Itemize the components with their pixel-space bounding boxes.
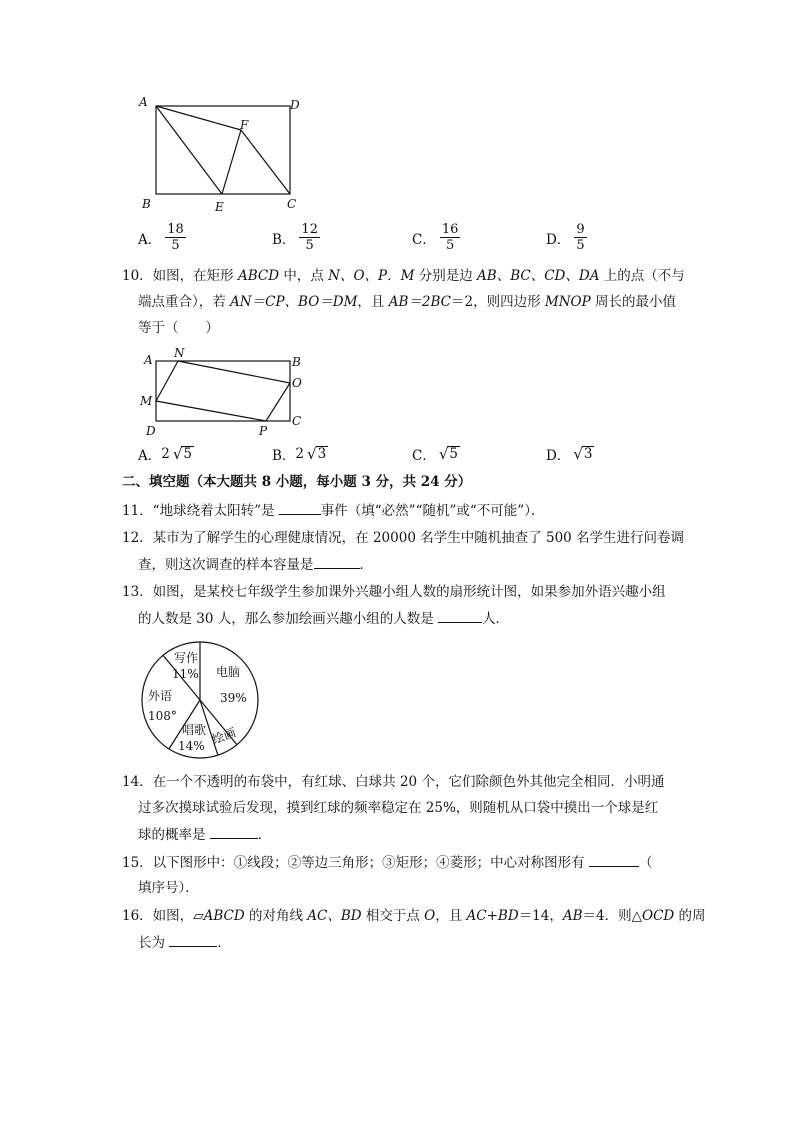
radical-sign: √ [172,445,183,463]
label-d: D [146,424,156,438]
option-letter: B． [272,448,296,464]
fraction [165,222,186,253]
option-letter: D． [546,448,571,464]
numerator: 12 [301,222,318,237]
radicand: 5 [183,446,192,462]
label-p: P [259,424,268,438]
q9-option-c[interactable] [412,222,460,253]
label-m: M [140,394,153,408]
label-b: B [292,355,301,369]
text: 人． [482,611,510,627]
q12-line1: 12．某市为了解学生的心理健康情况，在 20000 名学生中随机抽查了 500 名学生进行问卷调 [122,530,685,546]
q16-line1 [122,906,706,926]
q13-line1: 13．如图，是某校七年级学生参加课外兴趣小组人数的扇形统计图，如果参加外语兴趣小组 [122,584,666,600]
label-c: C [292,414,302,428]
answer-blank[interactable] [210,824,258,839]
math-text: AC、BD [307,908,362,924]
slice-label-xiezuo: 写作 [174,651,199,665]
option-letter: B． [272,231,296,248]
square-root [573,446,594,462]
text: 的对角线 [244,908,308,924]
coefficient: 2 [295,446,305,462]
text: 10．如图，在矩形 [122,268,238,284]
q16-line2 [138,932,231,953]
slice-label-waiyu: 外语 [148,689,173,703]
option-letter: D． [546,231,571,248]
fraction [574,222,586,253]
q10-line2 [138,292,676,312]
radicand: 3 [317,446,327,462]
label-o: O [292,376,302,390]
text: 球的概率是 [138,827,210,843]
figure-rectangle-mnop [130,344,320,439]
label-e: E [215,200,224,214]
q10-line3: 等于（ ） [138,320,219,336]
math-text: ABCD [237,268,280,284]
slice-label-huihua: 绘画 [210,725,238,747]
radicand: 5 [449,446,458,462]
text: ，且 [435,908,467,924]
text: 11．“地球绕着太阳转”是 [122,503,279,519]
section-heading: 二、填空题（本大题共 8 小题，每小题 3 分，共 24 分） [122,474,472,490]
label-c: C [287,197,297,211]
q12-line2 [138,554,373,575]
q14-line3 [138,824,271,845]
text: ． [257,827,272,843]
text: 相交于点 [361,908,425,924]
text: 的人数是 30 人，那么参加绘画兴趣小组的人数是 [138,611,439,627]
radical-sign: √ [307,445,317,463]
slice-value-xiezuo: 11% [172,667,199,681]
coefficient: 2 [161,446,170,462]
rectangle-abcd [156,106,290,194]
label-f: F [240,118,249,132]
answer-blank[interactable] [169,932,217,947]
figure-rectangle-abcd-fold [130,90,320,220]
fraction [440,222,461,253]
answer-blank[interactable] [589,852,639,867]
q13-line2 [138,608,509,629]
label-d: D [290,98,300,112]
square-root [173,446,194,462]
numerator: 18 [167,222,184,237]
numerator: 9 [576,222,585,237]
q9-option-b[interactable] [272,222,320,253]
text: ． [217,935,231,951]
pie-chart [136,638,266,762]
math-text: AB＝2BC [388,294,451,310]
option-letter: C． [412,448,436,464]
option-letter: C． [412,231,436,248]
square-root [439,446,460,462]
slice-value-changge: 14% [178,739,205,753]
radicand: 3 [583,446,593,462]
text: 长为 [138,935,170,951]
text: （ [638,855,653,871]
q9-option-d[interactable] [546,222,587,253]
square-root [307,446,328,462]
label-a: A [144,353,153,367]
radical-sign: √ [438,445,449,463]
math-text: MNOP [544,294,591,310]
numerator: 16 [441,222,459,237]
q10-option-a[interactable] [138,444,194,464]
answer-blank[interactable] [314,554,360,569]
label-b: B [142,197,151,211]
text: 上的点（不与 [599,268,685,284]
text: ＝2，则四边形 [450,294,545,310]
q10-option-c[interactable] [412,444,460,464]
math-text: N、O、P．M [328,268,415,284]
answer-blank[interactable] [438,608,482,623]
slice-label-diannao: 电脑 [216,665,241,679]
math-text: AN＝CP、BO＝DM [230,294,358,310]
denominator: 5 [576,238,585,253]
text: 16．如图， [122,908,194,924]
text: ＝4．则△ [582,908,643,924]
q14-line1: 14．在一个不透明的布袋中，有红球、白球共 20 个，它们除颜色外其他完全相同．小明通 [122,774,665,790]
math-text: O [424,908,436,924]
text: 端点重合），若 [138,294,231,310]
text: 周长的最小值 [590,294,676,310]
option-letter: A． [138,448,162,464]
math-text: ▱ABCD [193,908,245,924]
segment-af [156,106,241,130]
option-letter: A． [138,231,162,248]
slice-value-waiyu: 108° [148,709,177,723]
answer-blank[interactable] [279,500,321,515]
segment-ef [222,130,241,194]
q10-option-d[interactable] [546,444,594,464]
text: ． [359,557,373,573]
q11-line1 [122,500,544,521]
q15-line1 [122,852,652,873]
radical-sign: √ [573,445,583,463]
denominator: 5 [305,238,314,253]
segment-fc [241,130,290,194]
math-text: AB [562,908,583,924]
slice-label-changge: 唱歌 [182,723,207,737]
label-a: A [139,95,148,109]
q15-line2: 填序号）． [138,880,199,896]
math-text: AC+BD [466,908,519,924]
text: 的周 [674,908,706,924]
q14-line2: 过多次摸球试验后发现，摸到红球的频率稳定在 25%，则随机从口袋中摸出一个球是红 [138,800,659,816]
segment-ae [156,106,222,194]
text: ＝14， [518,908,563,924]
q9-option-a[interactable] [138,222,186,253]
math-text: AB、BC、CD、DA [477,268,600,284]
text: 事件（填“必然”“随机”或“不可能”）． [320,503,545,519]
text: 15．以下图形中：①线段；②等边三角形；③矩形；④菱形；中心对称图形有 [122,855,589,871]
q10-line1 [122,266,685,286]
text: 分别是边 [414,268,478,284]
slice-value-diannao: 39% [220,691,247,705]
label-n: N [174,346,185,360]
text: ，且 [357,294,389,310]
denominator: 5 [445,238,455,253]
fraction [299,222,320,253]
math-text: OCD [642,908,675,924]
quadrilateral-mnop [156,361,290,421]
denominator: 5 [171,238,180,253]
q10-option-b[interactable] [272,444,328,464]
text: 查，则这次调查的样本容量是 [138,557,314,573]
text: 中，点 [279,268,329,284]
